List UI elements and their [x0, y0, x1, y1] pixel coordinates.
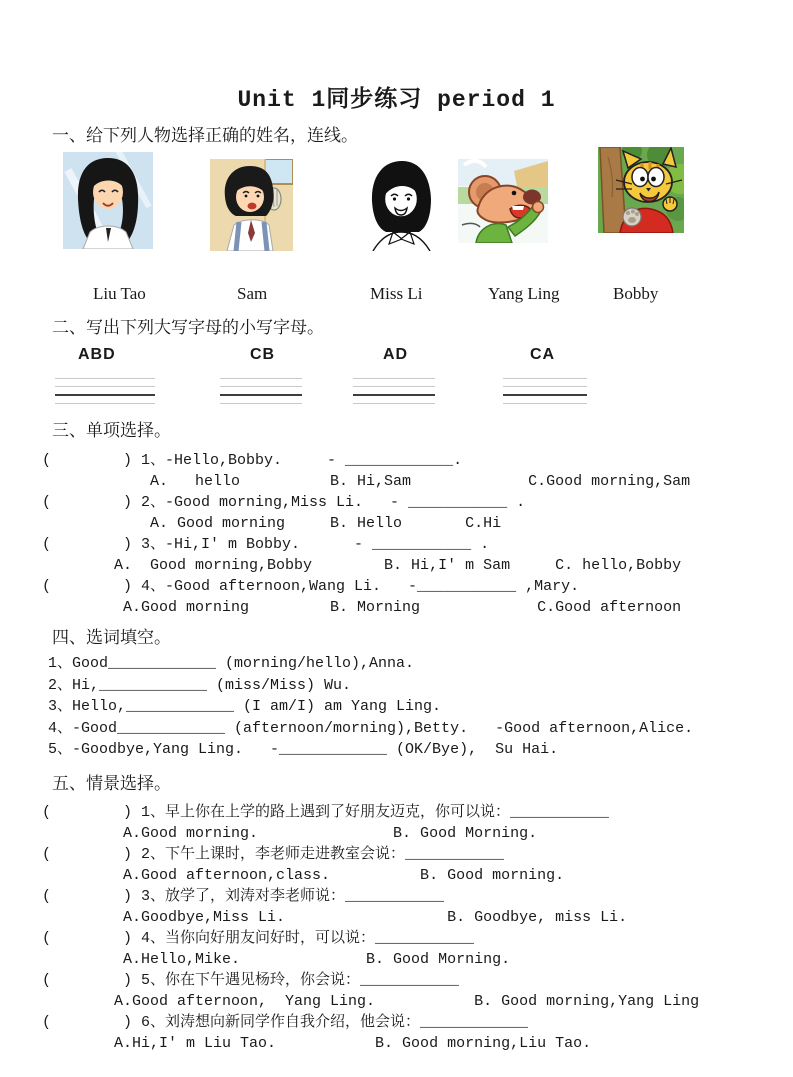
writing-lines-2 [220, 378, 302, 404]
s5-question-2-stem: ( ) 2、下午上课时，李老师走进教室会说：___________ [42, 846, 505, 863]
fill-blank-item-2: 2、Hi,____________ (miss/Miss) Wu. [48, 676, 352, 694]
girl-sketch-icon [355, 152, 448, 251]
cat-cartoon-icon [598, 147, 684, 233]
s3-question-3-options: A. Good morning,Bobby B. Hi,I' m Sam C. hello,Bobby [42, 557, 682, 574]
s5-question-2-options: A.Good afternoon,class. B. Good morning. [42, 867, 565, 884]
fill-blank-item-5: 5、-Goodbye,Yang Ling. -____________ (OK/Bye), Su Hai. [48, 741, 559, 758]
writing-lines-3 [353, 378, 435, 404]
s3-question-2-stem: ( ) 2、-Good morning,Miss Li. - ___________ . [42, 494, 526, 511]
page-title: Unit 1同步练习 period 1 [237, 87, 556, 113]
name-label-sam: Sam [237, 284, 268, 303]
s3-question-4-stem: ( ) 4、-Good afternoon,Wang Li. -___________ ,Mary. [42, 578, 580, 595]
section2-heading: 二、写出下列大写字母的小写字母。 [52, 320, 324, 339]
woman-long-hair-icon [63, 152, 153, 249]
s3-question-3-stem: ( ) 3、-Hi,I' m Bobby. - ___________ . [42, 536, 490, 553]
boy-waving-icon [210, 159, 293, 251]
s5-question-5-options: A.Good afternoon, Yang Ling. B. Good morning,Yang Ling [42, 993, 700, 1010]
s5-question-6-options: A.Hi,I' m Liu Tao. B. Good morning,Liu Tao. [42, 1035, 592, 1052]
character-image-2 [210, 159, 293, 251]
section4-heading: 四、选词填空。 [52, 630, 171, 649]
fill-blank-item-4: 4、-Good____________ (afternoon/morning),Betty. -Good afternoon,Alice. [48, 719, 694, 737]
section3-questions [42, 450, 690, 618]
mouse-cartoon-icon [458, 159, 548, 243]
section5-heading: 五、情景选择。 [52, 776, 171, 795]
s5-question-6-stem: ( ) 6、刘涛想向新同学作自我介绍，他会说：____________ [42, 1014, 529, 1031]
s3-question-1-options: A. hello B. Hi,Sam C.Good morning,Sam [42, 473, 691, 490]
character-image-3 [355, 152, 448, 251]
s5-question-3-stem: ( ) 3、放学了，刘涛对李老师说：___________ [42, 888, 445, 905]
name-label-yang-ling: Yang Ling [488, 284, 560, 303]
letter-group-1: ABD [78, 346, 116, 363]
s5-question-3-options: A.Goodbye,Miss Li. B. Goodbye, miss Li. [42, 909, 628, 926]
writing-lines-4 [503, 378, 587, 404]
character-image-4 [458, 159, 548, 243]
s3-question-4-options: A.Good morning B. Morning C.Good afternoon [42, 599, 682, 616]
section5-questions [42, 802, 699, 1054]
s3-question-1-stem: ( ) 1、-Hello,Bobby. - ____________. [42, 452, 463, 469]
fill-blank-item-3: 3、Hello,____________ (I am/I) am Yang Ling. [48, 698, 442, 715]
name-label-bobby: Bobby [613, 284, 659, 303]
s3-question-2-options: A. Good morning B. Hello C.Hi [42, 515, 502, 532]
s5-question-1-options: A.Good morning. B. Good Morning. [42, 825, 538, 842]
section4-items [48, 653, 693, 761]
fill-blank-item-1: 1、Good____________ (morning/hello),Anna. [48, 655, 415, 672]
letter-group-4: CA [530, 346, 556, 363]
s5-question-5-stem: ( ) 5、你在下午遇见杨玲，你会说：___________ [42, 972, 460, 989]
section3-heading: 三、单项选择。 [52, 423, 171, 442]
character-image-5 [598, 147, 684, 233]
section1-heading: 一、给下列人物选择正确的姓名，连线。 [52, 128, 358, 147]
character-image-1 [63, 152, 153, 249]
letter-group-2: CB [250, 346, 276, 363]
name-label-miss-li: Miss Li [370, 284, 423, 303]
writing-lines-1 [55, 378, 155, 404]
name-label-liu-tao: Liu Tao [93, 284, 146, 303]
s5-question-4-stem: ( ) 4、当你向好朋友问好时，可以说：___________ [42, 930, 475, 947]
s5-question-1-stem: ( ) 1、早上你在上学的路上遇到了好朋友迈克，你可以说：___________ [42, 804, 610, 821]
letter-group-3: AD [383, 346, 409, 363]
s5-question-4-options: A.Hello,Mike. B. Good Morning. [42, 951, 511, 968]
